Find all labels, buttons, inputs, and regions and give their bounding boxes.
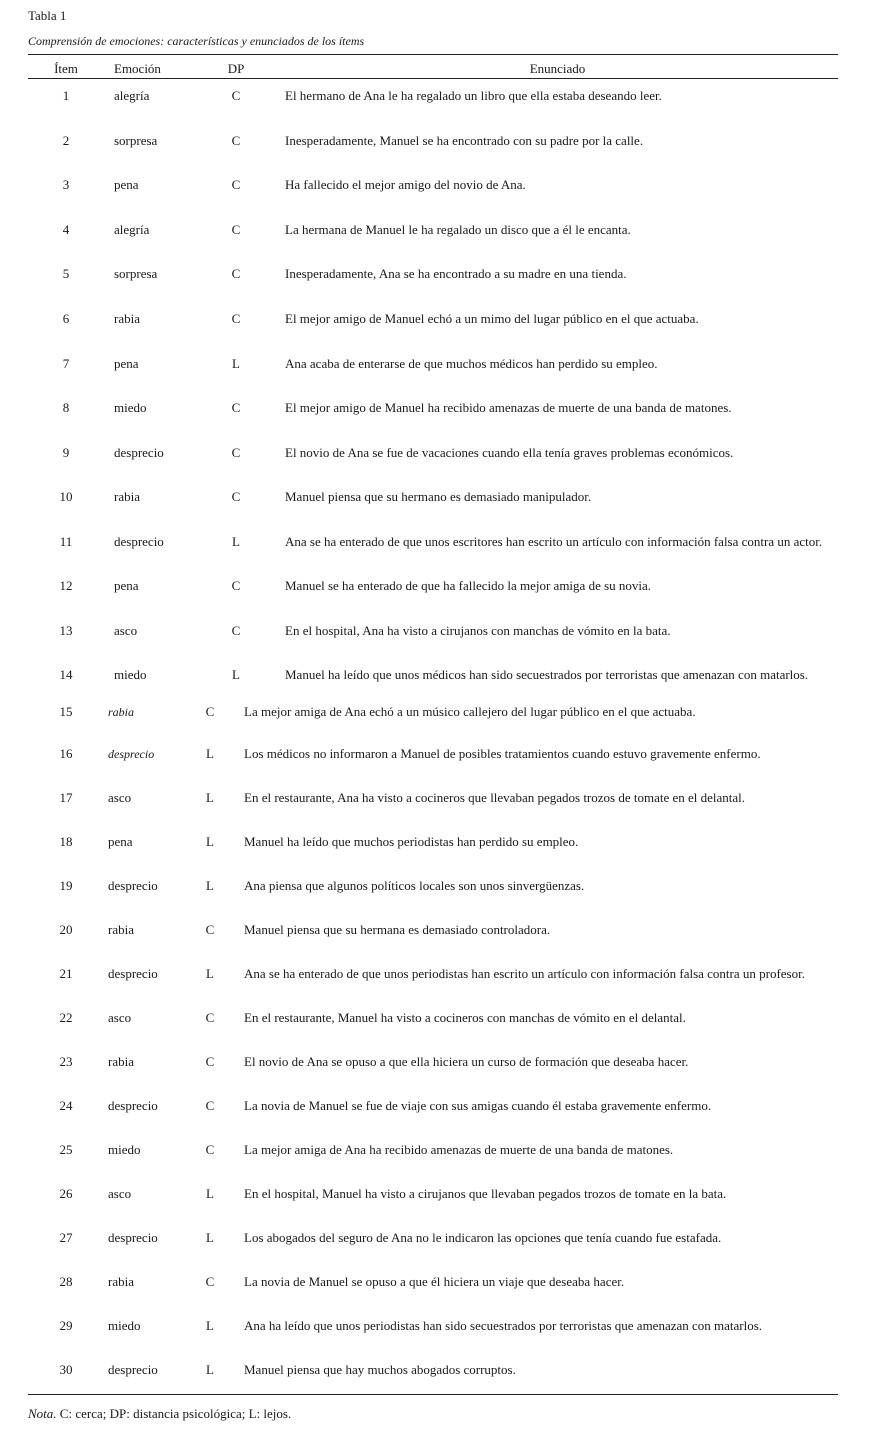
item-number: 24 xyxy=(59,1098,73,1113)
table-row xyxy=(0,696,882,736)
table-row xyxy=(0,1354,882,1394)
item-number: 6 xyxy=(62,311,70,326)
item-number: 9 xyxy=(62,445,70,460)
item-dp: L xyxy=(206,1362,214,1377)
table-row xyxy=(0,914,882,954)
item-dp: L xyxy=(206,1318,214,1333)
item-statement: Los médicos no informaron a Manuel de posibles tratamientos cuando estuvo gravemente enfermo. xyxy=(244,746,761,761)
item-statement: El mejor amigo de Manuel ha recibido amenazas de muerte de una banda de matones. xyxy=(285,400,732,415)
item-dp: C xyxy=(231,133,241,148)
item-emotion: desprecio xyxy=(108,1362,158,1377)
table-row xyxy=(0,437,882,477)
item-emotion: alegría xyxy=(114,222,150,237)
item-emotion: miedo xyxy=(114,400,147,415)
table-row xyxy=(0,1310,882,1350)
item-dp: C xyxy=(231,400,241,415)
table-top-rule xyxy=(28,54,838,55)
item-emotion: desprecio xyxy=(114,534,164,549)
item-statement: La mejor amiga de Ana echó a un músico callejero del lugar público en el que actuaba. xyxy=(244,704,696,719)
item-statement: La hermana de Manuel le ha regalado un disco que a él le encanta. xyxy=(285,222,631,237)
table-row xyxy=(0,1090,882,1130)
item-dp: C xyxy=(231,578,241,593)
item-emotion: miedo xyxy=(108,1318,141,1333)
item-number: 3 xyxy=(62,177,70,192)
item-number: 2 xyxy=(62,133,70,148)
table-row xyxy=(0,125,882,165)
item-dp: C xyxy=(231,222,241,237)
item-dp: L xyxy=(232,667,240,682)
item-emotion: sorpresa xyxy=(114,133,158,148)
item-statement: En el restaurante, Manuel ha visto a cocineros con manchas de vómito en el delantal. xyxy=(244,1010,686,1025)
item-number: 23 xyxy=(59,1054,73,1069)
item-emotion: rabia xyxy=(114,311,140,326)
item-emotion: asco xyxy=(108,1186,132,1201)
item-dp: C xyxy=(205,1274,215,1289)
item-number: 1 xyxy=(62,88,70,103)
item-number: 10 xyxy=(59,489,73,504)
table-row xyxy=(0,1002,882,1042)
item-number: 28 xyxy=(59,1274,73,1289)
table-row xyxy=(0,392,882,432)
item-statement: Los abogados del seguro de Ana no le indicaron las opciones que tenía cuando fue estafada. xyxy=(244,1230,722,1245)
item-number: 21 xyxy=(59,966,73,981)
table-row xyxy=(0,1046,882,1086)
header-statement: Enunciado xyxy=(529,61,586,76)
table-row xyxy=(0,526,882,566)
item-statement: Ana piensa que algunos políticos locales son unos sinvergüenzas. xyxy=(244,878,585,893)
item-dp: C xyxy=(205,1142,215,1157)
table-row xyxy=(0,870,882,910)
header-item: Ítem xyxy=(54,61,78,76)
item-dp: L xyxy=(206,1230,214,1245)
item-dp: L xyxy=(206,746,214,761)
header-emotion: Emoción xyxy=(114,61,161,76)
item-statement: Ha fallecido el mejor amigo del novio de Ana. xyxy=(285,177,526,192)
item-number: 25 xyxy=(59,1142,73,1157)
item-dp: L xyxy=(232,534,240,549)
item-number: 18 xyxy=(59,834,73,849)
table-row xyxy=(0,570,882,610)
item-statement: Manuel piensa que hay muchos abogados corruptos. xyxy=(244,1362,516,1377)
item-dp: L xyxy=(206,790,214,805)
item-emotion: pena xyxy=(114,578,139,593)
item-statement: Ana ha leído que unos periodistas han sido secuestrados por terroristas que amenazan con matarlos. xyxy=(244,1318,763,1333)
item-number: 22 xyxy=(59,1010,73,1025)
item-statement: Ana acaba de enterarse de que muchos médicos han perdido su empleo. xyxy=(285,356,658,371)
table-row xyxy=(0,958,882,998)
item-emotion: desprecio xyxy=(108,966,158,981)
item-statement: Ana se ha enterado de que unos periodistas han escrito un artículo con información falsa contra un profesor. xyxy=(244,966,805,981)
item-number: 11 xyxy=(59,534,73,549)
item-dp: C xyxy=(231,266,241,281)
item-dp: L xyxy=(206,834,214,849)
item-dp: C xyxy=(231,445,241,460)
item-statement: Ana se ha enterado de que unos escritores han escrito un artículo con información falsa contra un actor. xyxy=(285,534,823,549)
item-emotion: rabia xyxy=(108,1054,134,1069)
item-dp: C xyxy=(205,1054,215,1069)
table-header-rule xyxy=(28,78,838,79)
item-emotion: pena xyxy=(108,834,133,849)
table-bottom-rule xyxy=(28,1394,838,1395)
table-row xyxy=(0,738,882,778)
table-row xyxy=(0,1178,882,1218)
item-statement: Manuel ha leído que unos médicos han sido secuestrados por terroristas que amenazan con matarlos. xyxy=(285,667,809,682)
item-dp: L xyxy=(206,878,214,893)
item-number: 15 xyxy=(59,704,73,719)
item-number: 5 xyxy=(62,266,70,281)
item-number: 19 xyxy=(59,878,73,893)
item-emotion: asco xyxy=(108,1010,132,1025)
item-statement: El novio de Ana se opuso a que ella hiciera un curso de formación que deseaba hacer. xyxy=(244,1054,689,1069)
item-emotion: sorpresa xyxy=(114,266,158,281)
item-emotion: miedo xyxy=(108,1142,141,1157)
table-row xyxy=(0,303,882,343)
item-dp: C xyxy=(231,88,241,103)
item-number: 27 xyxy=(59,1230,73,1245)
item-dp: C xyxy=(231,489,241,504)
item-number: 30 xyxy=(59,1362,73,1377)
item-dp: C xyxy=(205,1098,215,1113)
item-number: 4 xyxy=(62,222,70,237)
item-emotion: asco xyxy=(108,790,132,805)
table-row xyxy=(0,169,882,209)
item-emotion: desprecio xyxy=(108,747,155,761)
item-emotion: desprecio xyxy=(108,1098,158,1113)
table-title: Comprensión de emociones: características y enunciados de los ítems xyxy=(28,34,365,48)
item-number: 8 xyxy=(62,400,70,415)
item-dp: C xyxy=(205,704,215,719)
item-emotion: desprecio xyxy=(108,1230,158,1245)
item-statement: La novia de Manuel se opuso a que él hiciera un viaje que deseaba hacer. xyxy=(244,1274,625,1289)
item-statement: Inesperadamente, Ana se ha encontrado a su madre en una tienda. xyxy=(285,266,627,281)
item-dp: C xyxy=(231,311,241,326)
item-statement: El mejor amigo de Manuel echó a un mimo del lugar público en el que actuaba. xyxy=(285,311,699,326)
item-dp: C xyxy=(231,177,241,192)
item-emotion: alegría xyxy=(114,88,150,103)
item-number: 29 xyxy=(59,1318,73,1333)
item-number: 17 xyxy=(59,790,73,805)
table-row xyxy=(0,214,882,254)
item-emotion: pena xyxy=(114,356,139,371)
item-emotion: rabia xyxy=(108,922,134,937)
item-statement: En el hospital, Ana ha visto a cirujanos con manchas de vómito en la bata. xyxy=(285,623,671,638)
item-emotion: rabia xyxy=(108,705,135,719)
item-emotion: desprecio xyxy=(114,445,164,460)
item-number: 20 xyxy=(59,922,73,937)
item-dp: C xyxy=(205,922,215,937)
table-row xyxy=(0,826,882,866)
item-dp: L xyxy=(206,1186,214,1201)
table-row xyxy=(0,348,882,388)
table-number: Tabla 1 xyxy=(28,8,67,23)
table-note xyxy=(28,1406,291,1422)
table-row xyxy=(0,258,882,298)
item-number: 26 xyxy=(59,1186,73,1201)
item-statement: Manuel piensa que su hermana es demasiado controladora. xyxy=(244,922,551,937)
header-dp: DP xyxy=(227,61,245,76)
item-number: 7 xyxy=(62,356,70,371)
item-number: 13 xyxy=(59,623,73,638)
item-statement: Manuel piensa que su hermano es demasiado manipulador. xyxy=(285,489,592,504)
item-statement: El novio de Ana se fue de vacaciones cuando ella tenía graves problemas económicos. xyxy=(285,445,734,460)
item-emotion: rabia xyxy=(114,489,140,504)
item-dp: C xyxy=(231,623,241,638)
item-number: 14 xyxy=(59,667,73,682)
table-row xyxy=(0,1134,882,1174)
item-dp: L xyxy=(206,966,214,981)
item-statement: Manuel ha leído que muchos periodistas han perdido su empleo. xyxy=(244,834,579,849)
item-emotion: rabia xyxy=(108,1274,134,1289)
table-row xyxy=(0,659,882,699)
item-statement: La novia de Manuel se fue de viaje con sus amigas cuando él estaba gravemente enfermo. xyxy=(244,1098,712,1113)
table-row xyxy=(0,615,882,655)
item-statement: La mejor amiga de Ana ha recibido amenazas de muerte de una banda de matones. xyxy=(244,1142,674,1157)
item-dp: C xyxy=(205,1010,215,1025)
table-row xyxy=(0,481,882,521)
item-dp: L xyxy=(232,356,240,371)
item-statement: En el hospital, Manuel ha visto a cirujanos que llevaban pegados trozos de tomate en la bata. xyxy=(244,1186,727,1201)
item-statement: El hermano de Ana le ha regalado un libro que ella estaba deseando leer. xyxy=(285,88,662,103)
item-statement: En el restaurante, Ana ha visto a cocineros que llevaban pegados trozos de tomate en el delantal. xyxy=(244,790,746,805)
note-text: C: cerca; DP: distancia psicológica; L: lejos. xyxy=(56,1406,292,1421)
table-row xyxy=(0,782,882,822)
item-number: 16 xyxy=(59,746,73,761)
table-row xyxy=(0,80,882,120)
item-emotion: miedo xyxy=(114,667,147,682)
table-row xyxy=(0,1266,882,1306)
note-label: Nota. xyxy=(28,1406,57,1421)
item-emotion: desprecio xyxy=(108,878,158,893)
item-emotion: pena xyxy=(114,177,139,192)
item-statement: Inesperadamente, Manuel se ha encontrado con su padre por la calle. xyxy=(285,133,644,148)
item-emotion: asco xyxy=(114,623,138,638)
table-row xyxy=(0,1222,882,1262)
item-number: 12 xyxy=(59,578,73,593)
item-statement: Manuel se ha enterado de que ha fallecido la mejor amiga de su novia. xyxy=(285,578,652,593)
